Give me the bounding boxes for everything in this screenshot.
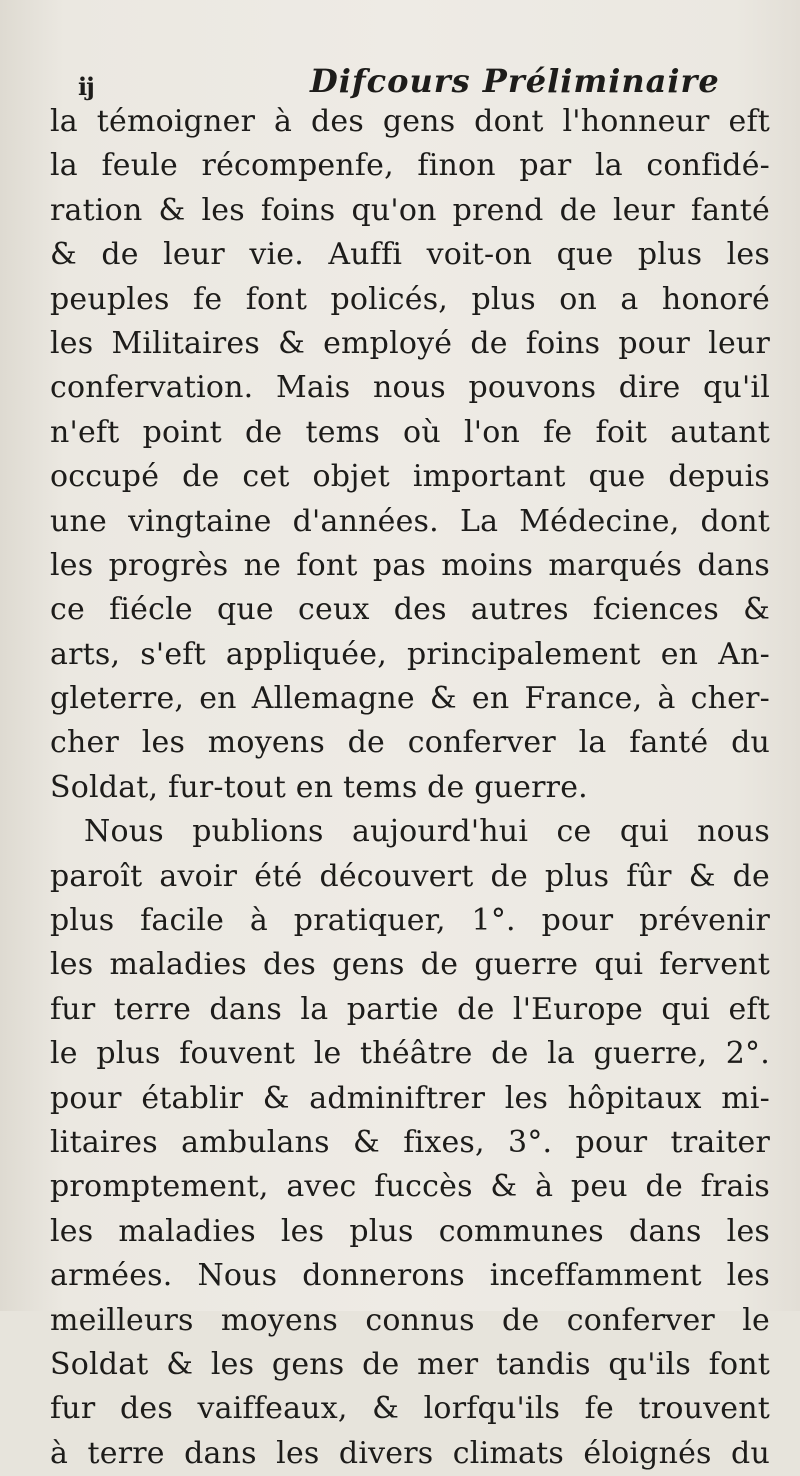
text-line: litaires ambulans & fixes, 3°. pour traiter bbox=[50, 1124, 770, 1160]
text-line: à terre dans les divers climats éloignés du bbox=[50, 1435, 770, 1471]
text-line: la feule récompenfe, finon par la confidé- bbox=[50, 148, 770, 184]
text-line: ration & les foins qu'on prend de leur fanté bbox=[50, 192, 770, 228]
text-line: plus facile à pratiquer, 1°. pour prévenir bbox=[50, 903, 770, 939]
text-line: gleterre, en Allemagne & en France, à cher- bbox=[50, 681, 770, 717]
body-text bbox=[50, 100, 770, 1476]
text-line: les progrès ne font pas moins marqués dans bbox=[50, 547, 770, 583]
text-line: & de leur vie. Auffi voit-on que plus les bbox=[50, 237, 770, 273]
text-line: armées. Nous donnerons inceffamment les bbox=[50, 1258, 770, 1294]
text-line: Nous publions aujourd'hui ce qui nous bbox=[84, 814, 770, 850]
text-line: les Militaires & employé de foins pour leur bbox=[50, 325, 770, 361]
text-line: n'eft point de tems où l'on fe foit autant bbox=[50, 414, 770, 450]
text-line: une vingtaine d'années. La Médecine, dont bbox=[50, 503, 770, 539]
text-line: cher les moyens de conferver la fanté du bbox=[50, 725, 770, 761]
text-line: ce fiécle que ceux des autres fciences & bbox=[50, 592, 770, 628]
text-line: fur terre dans la partie de l'Europe qui eft bbox=[50, 991, 770, 1027]
text-line: arts, s'eft appliquée, principalement en An- bbox=[50, 636, 770, 672]
page-header bbox=[58, 58, 738, 101]
text-line: la témoigner à des gens dont l'honneur eft bbox=[50, 104, 770, 139]
running-title: Difcours Préliminaire bbox=[310, 62, 720, 100]
text-line: confervation. Mais nous pouvons dire qu'il bbox=[50, 370, 770, 406]
text-line: occupé de cet objet important que depuis bbox=[50, 459, 770, 495]
text-line: paroît avoir été découvert de plus fûr & de bbox=[50, 858, 770, 894]
text-line: meilleurs moyens connus de conferver le bbox=[50, 1302, 770, 1338]
text-line: peuples fe font policés, plus on a honoré bbox=[50, 281, 770, 317]
text-line: les maladies les plus communes dans les bbox=[50, 1213, 770, 1249]
page-number: ij bbox=[78, 72, 94, 101]
text-line: Soldat, fur-tout en tems de guerre. bbox=[50, 769, 588, 805]
text-line: le plus fouvent le théâtre de la guerre, 2°. bbox=[50, 1036, 770, 1072]
text-line: les maladies des gens de guerre qui fervent bbox=[50, 947, 770, 983]
text-line: pour établir & adminiftrer les hôpitaux mi- bbox=[50, 1080, 770, 1116]
text-line: Soldat & les gens de mer tandis qu'ils font bbox=[50, 1346, 770, 1382]
text-line: promptement, avec fuccès & à peu de frais bbox=[50, 1169, 770, 1205]
text-line: fur des vaiffeaux, & lorfqu'ils fe trouvent bbox=[50, 1391, 770, 1427]
